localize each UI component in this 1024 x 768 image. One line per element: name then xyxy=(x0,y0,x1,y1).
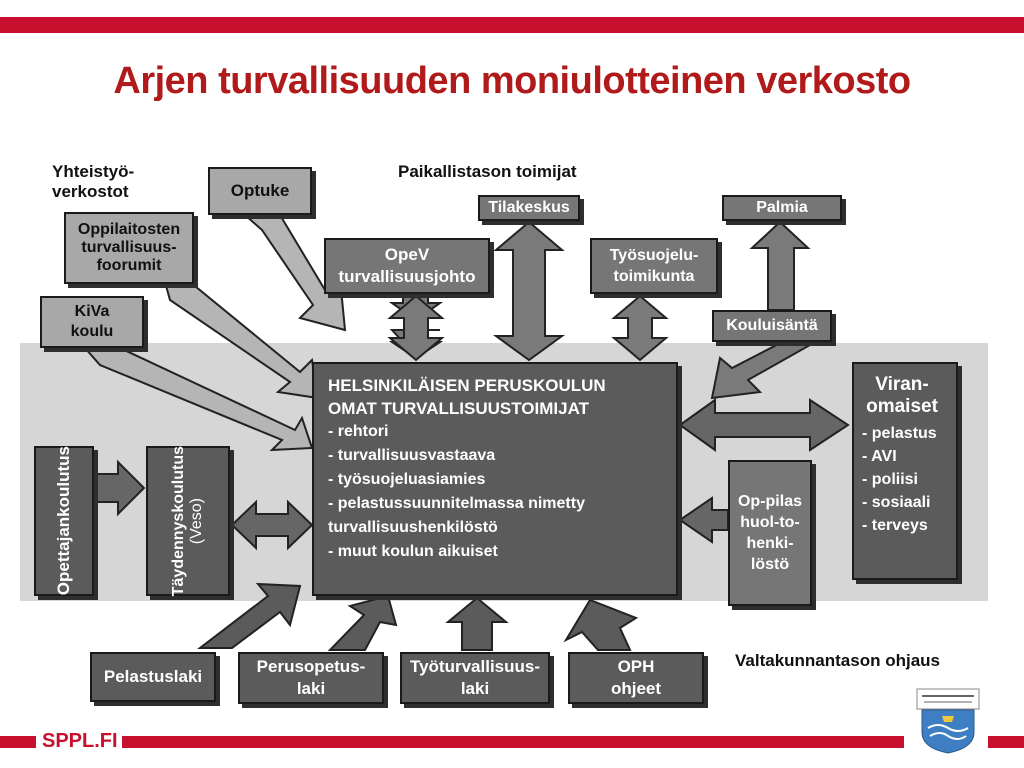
pupil-care-node: Op-pilas huol-to-henki-löstö xyxy=(728,460,812,606)
authorities-list xyxy=(862,422,937,537)
optuke-node: Optuke xyxy=(208,167,312,215)
list-item: - rehtori xyxy=(328,423,389,440)
networks-label: Yhteistyö-verkostot xyxy=(52,162,135,201)
list-item: - terveys xyxy=(862,517,928,534)
palmia-node: Palmia xyxy=(722,195,842,221)
tilakeskus-arrow xyxy=(496,222,562,360)
opev-node: OpeV turvallisuusjohto xyxy=(324,238,490,294)
national-label: Valtakunnantason ohjaus xyxy=(735,651,940,670)
tyosuojelu-arrow xyxy=(614,296,666,360)
footer-bar-right xyxy=(988,736,1024,748)
local-actors-label: Paikallistason toimijat xyxy=(398,162,577,181)
list-item: - sosiaali xyxy=(862,494,931,511)
oph-node: OPH ohjeet xyxy=(568,652,704,704)
list-item: - turvallisuusvastaava xyxy=(328,447,496,464)
perusopetuslaki-arrow xyxy=(330,596,396,650)
continuing-training-node: Täydennyskoulutus (Veso) xyxy=(146,446,230,596)
palmia-arrow xyxy=(752,222,808,310)
list-item: - pelastussuunnitelmassa nimetty turvallisuushenkilöstö xyxy=(328,495,585,536)
footer-brand[interactable]: SPPL.FI xyxy=(42,730,118,752)
list-item: - työsuojeluasiamies xyxy=(328,471,486,488)
kiva-node: KiVa koulu xyxy=(40,296,144,348)
footer-bar-middle xyxy=(122,736,904,748)
authorities-heading: Viran-omaiset xyxy=(866,374,938,417)
school-actors-list xyxy=(328,420,662,564)
page-title: Arjen turvallisuuden moniulotteinen verkosto xyxy=(113,60,911,102)
training-double-arrow xyxy=(232,502,312,548)
tyoturvallisuuslaki-arrow xyxy=(448,598,506,650)
teacher-training-node: Opettajankoulutus xyxy=(34,446,94,596)
kouluisanta-arrow xyxy=(712,338,810,398)
foorumit-node: Oppilaitosten turvallisuus-foorumit xyxy=(64,212,194,284)
school-actors-box xyxy=(312,362,678,596)
organization-shield-logo xyxy=(916,688,980,754)
list-item: - muut koulun aikuiset xyxy=(328,543,498,560)
tyoturvallisuuslaki-node: Työturvallisuus-laki xyxy=(400,652,550,704)
kouluisanta-node: Kouluisäntä xyxy=(712,310,832,342)
pelastuslaki-node: Pelastuslaki xyxy=(90,652,216,702)
list-item: - pelastus xyxy=(862,425,937,442)
footer-bar-left xyxy=(0,736,36,748)
perusopetuslaki-node: Perusopetus-laki xyxy=(238,652,384,704)
tyosuojelu-node: Työsuojelu-toimikunta xyxy=(590,238,718,294)
school-actors-heading: HELSINKILÄISEN PERUSKOULUN OMAT TURVALLISUUSTOIMIJAT xyxy=(328,376,606,418)
pupil-care-double-arrow xyxy=(680,498,728,542)
authorities-double-arrow xyxy=(680,400,848,450)
list-item: - AVI xyxy=(862,448,897,465)
oph-arrow xyxy=(566,600,636,650)
authorities-box xyxy=(852,362,958,580)
teacher-training-arrow xyxy=(96,462,144,514)
tilakeskus-node: Tilakeskus xyxy=(478,195,580,221)
list-item: - poliisi xyxy=(862,471,918,488)
